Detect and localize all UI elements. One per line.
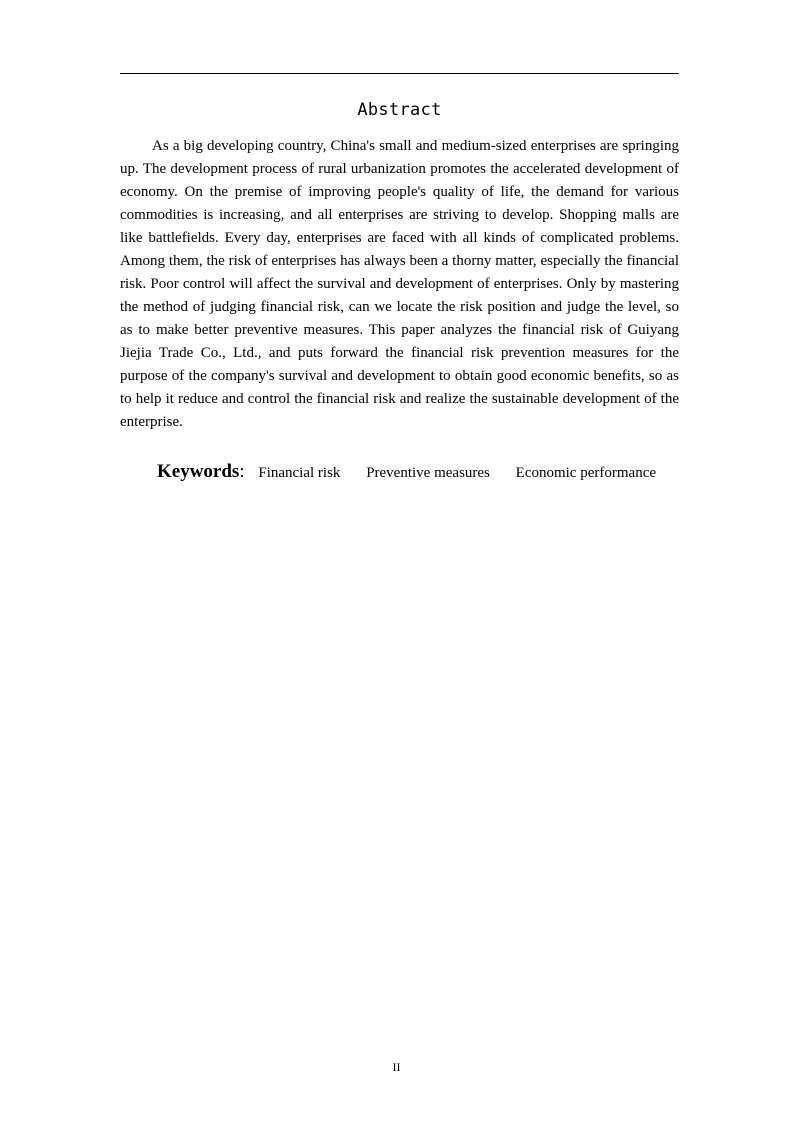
page-number: II <box>392 1060 401 1074</box>
keyword-item: Economic performance <box>515 465 657 481</box>
abstract-title: Abstract <box>357 100 442 120</box>
header-rule <box>120 73 679 74</box>
keywords-line <box>157 460 687 485</box>
keyword-item: Preventive measures <box>366 465 490 481</box>
abstract-paragraph: As a big developing country, China's small and medium-sized enterprises are springing up. The development process of rural urbanization promotes the accelerated development of economy. On the premise of improving people's quality of life, the demand for various commodities is increasing, and all enterprises are striving to develop. Shopping malls are like battlefields. Every day, enterprises are faced with all kinds of complicated problems. Among them, the risk of enterprises has always been a thorny matter, especially the financial risk. Poor control will affect the survival and development of enterprises. Only by mastering the method of judging financial risk, can we locate the risk position and judge the level, so as to make better preventive measures. This paper analyzes the financial risk of Guiyang Jiejia Trade Co., Ltd., and puts forward the financial risk prevention measures for the purpose of the company's survival and development to obtain good economic benefits, so as to help it reduce and control the financial risk and realize the sustainable development of the enterprise. <box>120 138 679 430</box>
keyword-item: Financial risk <box>258 465 341 481</box>
keywords-label: Keywords <box>157 461 240 482</box>
keywords-colon: : <box>239 461 245 482</box>
